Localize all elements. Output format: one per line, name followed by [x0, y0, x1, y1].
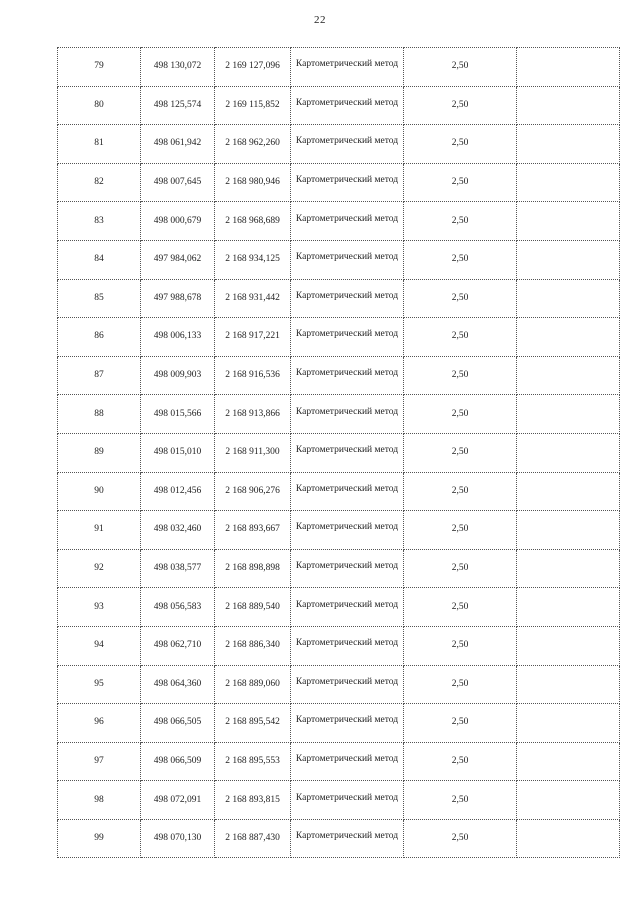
- table-row: [58, 549, 620, 588]
- y-coordinate-cell: 2 168 886,340: [215, 626, 291, 665]
- method-cell: [291, 318, 404, 357]
- coordinates-table: [57, 47, 620, 858]
- y-coordinate-cell: 2 168 980,946: [215, 163, 291, 202]
- table-row: [58, 819, 620, 858]
- method-text: Картометрический метод: [295, 522, 399, 533]
- accuracy-cell: 2,50: [404, 819, 517, 858]
- table-row: [58, 472, 620, 511]
- note-cell: [517, 125, 620, 164]
- accuracy-cell: 2,50: [404, 433, 517, 472]
- method-cell: [291, 704, 404, 743]
- note-cell: [517, 511, 620, 550]
- method-text: Картометрический метод: [295, 136, 399, 147]
- note-cell: [517, 86, 620, 125]
- x-coordinate-cell: 498 006,133: [141, 318, 215, 357]
- table-row: [58, 163, 620, 202]
- table-row: [58, 395, 620, 434]
- point-number-cell: 87: [58, 356, 141, 395]
- point-number-cell: 80: [58, 86, 141, 125]
- method-text: Картометрический метод: [295, 599, 399, 610]
- x-coordinate-cell: 498 012,456: [141, 472, 215, 511]
- accuracy-cell: 2,50: [404, 86, 517, 125]
- method-cell: [291, 472, 404, 511]
- accuracy-cell: 2,50: [404, 511, 517, 550]
- table-row: [58, 48, 620, 87]
- point-number-cell: 90: [58, 472, 141, 511]
- accuracy-cell: 2,50: [404, 665, 517, 704]
- y-coordinate-cell: 2 168 913,866: [215, 395, 291, 434]
- point-number-cell: 95: [58, 665, 141, 704]
- accuracy-cell: 2,50: [404, 163, 517, 202]
- y-coordinate-cell: 2 168 968,689: [215, 202, 291, 241]
- method-text: Картометрический метод: [295, 676, 399, 687]
- x-coordinate-cell: 498 061,942: [141, 125, 215, 164]
- note-cell: [517, 742, 620, 781]
- table-row: [58, 781, 620, 820]
- accuracy-cell: 2,50: [404, 395, 517, 434]
- accuracy-cell: 2,50: [404, 588, 517, 627]
- point-number-cell: 88: [58, 395, 141, 434]
- method-text: Картометрический метод: [295, 715, 399, 726]
- y-coordinate-cell: 2 168 889,540: [215, 588, 291, 627]
- table-row: [58, 356, 620, 395]
- y-coordinate-cell: 2 168 934,125: [215, 240, 291, 279]
- note-cell: [517, 395, 620, 434]
- method-text: Картометрический метод: [295, 252, 399, 263]
- point-number-cell: 92: [58, 549, 141, 588]
- table-row: [58, 588, 620, 627]
- accuracy-cell: 2,50: [404, 240, 517, 279]
- y-coordinate-cell: 2 169 115,852: [215, 86, 291, 125]
- note-cell: [517, 240, 620, 279]
- method-cell: [291, 511, 404, 550]
- method-cell: [291, 626, 404, 665]
- accuracy-cell: 2,50: [404, 626, 517, 665]
- method-text: Картометрический метод: [295, 329, 399, 340]
- method-cell: [291, 665, 404, 704]
- table-row: [58, 202, 620, 241]
- x-coordinate-cell: 498 125,574: [141, 86, 215, 125]
- note-cell: [517, 472, 620, 511]
- point-number-cell: 83: [58, 202, 141, 241]
- note-cell: [517, 163, 620, 202]
- note-cell: [517, 48, 620, 87]
- accuracy-cell: 2,50: [404, 356, 517, 395]
- x-coordinate-cell: 498 000,679: [141, 202, 215, 241]
- note-cell: [517, 549, 620, 588]
- x-coordinate-cell: 498 009,903: [141, 356, 215, 395]
- x-coordinate-cell: 498 130,072: [141, 48, 215, 87]
- point-number-cell: 82: [58, 163, 141, 202]
- x-coordinate-cell: 498 007,645: [141, 163, 215, 202]
- method-text: Картометрический метод: [295, 175, 399, 186]
- method-cell: [291, 742, 404, 781]
- method-cell: [291, 395, 404, 434]
- y-coordinate-cell: 2 168 917,221: [215, 318, 291, 357]
- table-row: [58, 742, 620, 781]
- method-cell: [291, 86, 404, 125]
- accuracy-cell: 2,50: [404, 125, 517, 164]
- accuracy-cell: 2,50: [404, 318, 517, 357]
- table-row: [58, 125, 620, 164]
- method-cell: [291, 781, 404, 820]
- note-cell: [517, 433, 620, 472]
- method-text: Картометрический метод: [295, 213, 399, 224]
- y-coordinate-cell: 2 168 887,430: [215, 819, 291, 858]
- method-cell: [291, 279, 404, 318]
- x-coordinate-cell: 498 062,710: [141, 626, 215, 665]
- x-coordinate-cell: 498 038,577: [141, 549, 215, 588]
- method-text: Картометрический метод: [295, 59, 399, 70]
- y-coordinate-cell: 2 168 895,553: [215, 742, 291, 781]
- y-coordinate-cell: 2 168 898,898: [215, 549, 291, 588]
- table-row: [58, 240, 620, 279]
- point-number-cell: 97: [58, 742, 141, 781]
- table-body: [58, 48, 620, 858]
- table-row: [58, 704, 620, 743]
- table-row: [58, 511, 620, 550]
- table-row: [58, 665, 620, 704]
- note-cell: [517, 588, 620, 627]
- table-row: [58, 318, 620, 357]
- table-row: [58, 279, 620, 318]
- method-text: Картометрический метод: [295, 792, 399, 803]
- y-coordinate-cell: 2 168 916,536: [215, 356, 291, 395]
- point-number-cell: 85: [58, 279, 141, 318]
- method-cell: [291, 240, 404, 279]
- accuracy-cell: 2,50: [404, 549, 517, 588]
- method-cell: [291, 125, 404, 164]
- note-cell: [517, 781, 620, 820]
- method-cell: [291, 549, 404, 588]
- point-number-cell: 94: [58, 626, 141, 665]
- y-coordinate-cell: 2 168 893,815: [215, 781, 291, 820]
- x-coordinate-cell: 497 984,062: [141, 240, 215, 279]
- x-coordinate-cell: 498 066,505: [141, 704, 215, 743]
- x-coordinate-cell: 498 064,360: [141, 665, 215, 704]
- method-cell: [291, 819, 404, 858]
- y-coordinate-cell: 2 168 962,260: [215, 125, 291, 164]
- point-number-cell: 96: [58, 704, 141, 743]
- method-text: Картометрический метод: [295, 483, 399, 494]
- accuracy-cell: 2,50: [404, 202, 517, 241]
- method-cell: [291, 356, 404, 395]
- table-row: [58, 626, 620, 665]
- point-number-cell: 79: [58, 48, 141, 87]
- point-number-cell: 91: [58, 511, 141, 550]
- method-text: Картометрический метод: [295, 406, 399, 417]
- point-number-cell: 81: [58, 125, 141, 164]
- method-text: Картометрический метод: [295, 638, 399, 649]
- point-number-cell: 99: [58, 819, 141, 858]
- y-coordinate-cell: 2 168 911,300: [215, 433, 291, 472]
- method-cell: [291, 433, 404, 472]
- accuracy-cell: 2,50: [404, 781, 517, 820]
- x-coordinate-cell: 498 056,583: [141, 588, 215, 627]
- method-text: Картометрический метод: [295, 290, 399, 301]
- method-text: Картометрический метод: [295, 753, 399, 764]
- x-coordinate-cell: 497 988,678: [141, 279, 215, 318]
- table-row: [58, 433, 620, 472]
- y-coordinate-cell: 2 169 127,096: [215, 48, 291, 87]
- point-number-cell: 89: [58, 433, 141, 472]
- method-cell: [291, 202, 404, 241]
- method-text: Картометрический метод: [295, 445, 399, 456]
- x-coordinate-cell: 498 032,460: [141, 511, 215, 550]
- note-cell: [517, 279, 620, 318]
- x-coordinate-cell: 498 070,130: [141, 819, 215, 858]
- note-cell: [517, 356, 620, 395]
- x-coordinate-cell: 498 015,010: [141, 433, 215, 472]
- y-coordinate-cell: 2 168 893,667: [215, 511, 291, 550]
- method-cell: [291, 588, 404, 627]
- method-text: Картометрический метод: [295, 831, 399, 842]
- y-coordinate-cell: 2 168 931,442: [215, 279, 291, 318]
- note-cell: [517, 665, 620, 704]
- y-coordinate-cell: 2 168 895,542: [215, 704, 291, 743]
- note-cell: [517, 704, 620, 743]
- accuracy-cell: 2,50: [404, 472, 517, 511]
- page-number: 22: [314, 14, 326, 26]
- method-text: Картометрический метод: [295, 561, 399, 572]
- method-cell: [291, 163, 404, 202]
- accuracy-cell: 2,50: [404, 742, 517, 781]
- y-coordinate-cell: 2 168 906,276: [215, 472, 291, 511]
- method-cell: [291, 48, 404, 87]
- method-text: Картометрический метод: [295, 368, 399, 379]
- accuracy-cell: 2,50: [404, 279, 517, 318]
- point-number-cell: 86: [58, 318, 141, 357]
- x-coordinate-cell: 498 072,091: [141, 781, 215, 820]
- table-row: [58, 86, 620, 125]
- x-coordinate-cell: 498 066,509: [141, 742, 215, 781]
- accuracy-cell: 2,50: [404, 48, 517, 87]
- note-cell: [517, 318, 620, 357]
- note-cell: [517, 626, 620, 665]
- note-cell: [517, 202, 620, 241]
- accuracy-cell: 2,50: [404, 704, 517, 743]
- method-text: Картометрический метод: [295, 97, 399, 108]
- point-number-cell: 98: [58, 781, 141, 820]
- point-number-cell: 93: [58, 588, 141, 627]
- note-cell: [517, 819, 620, 858]
- point-number-cell: 84: [58, 240, 141, 279]
- y-coordinate-cell: 2 168 889,060: [215, 665, 291, 704]
- x-coordinate-cell: 498 015,566: [141, 395, 215, 434]
